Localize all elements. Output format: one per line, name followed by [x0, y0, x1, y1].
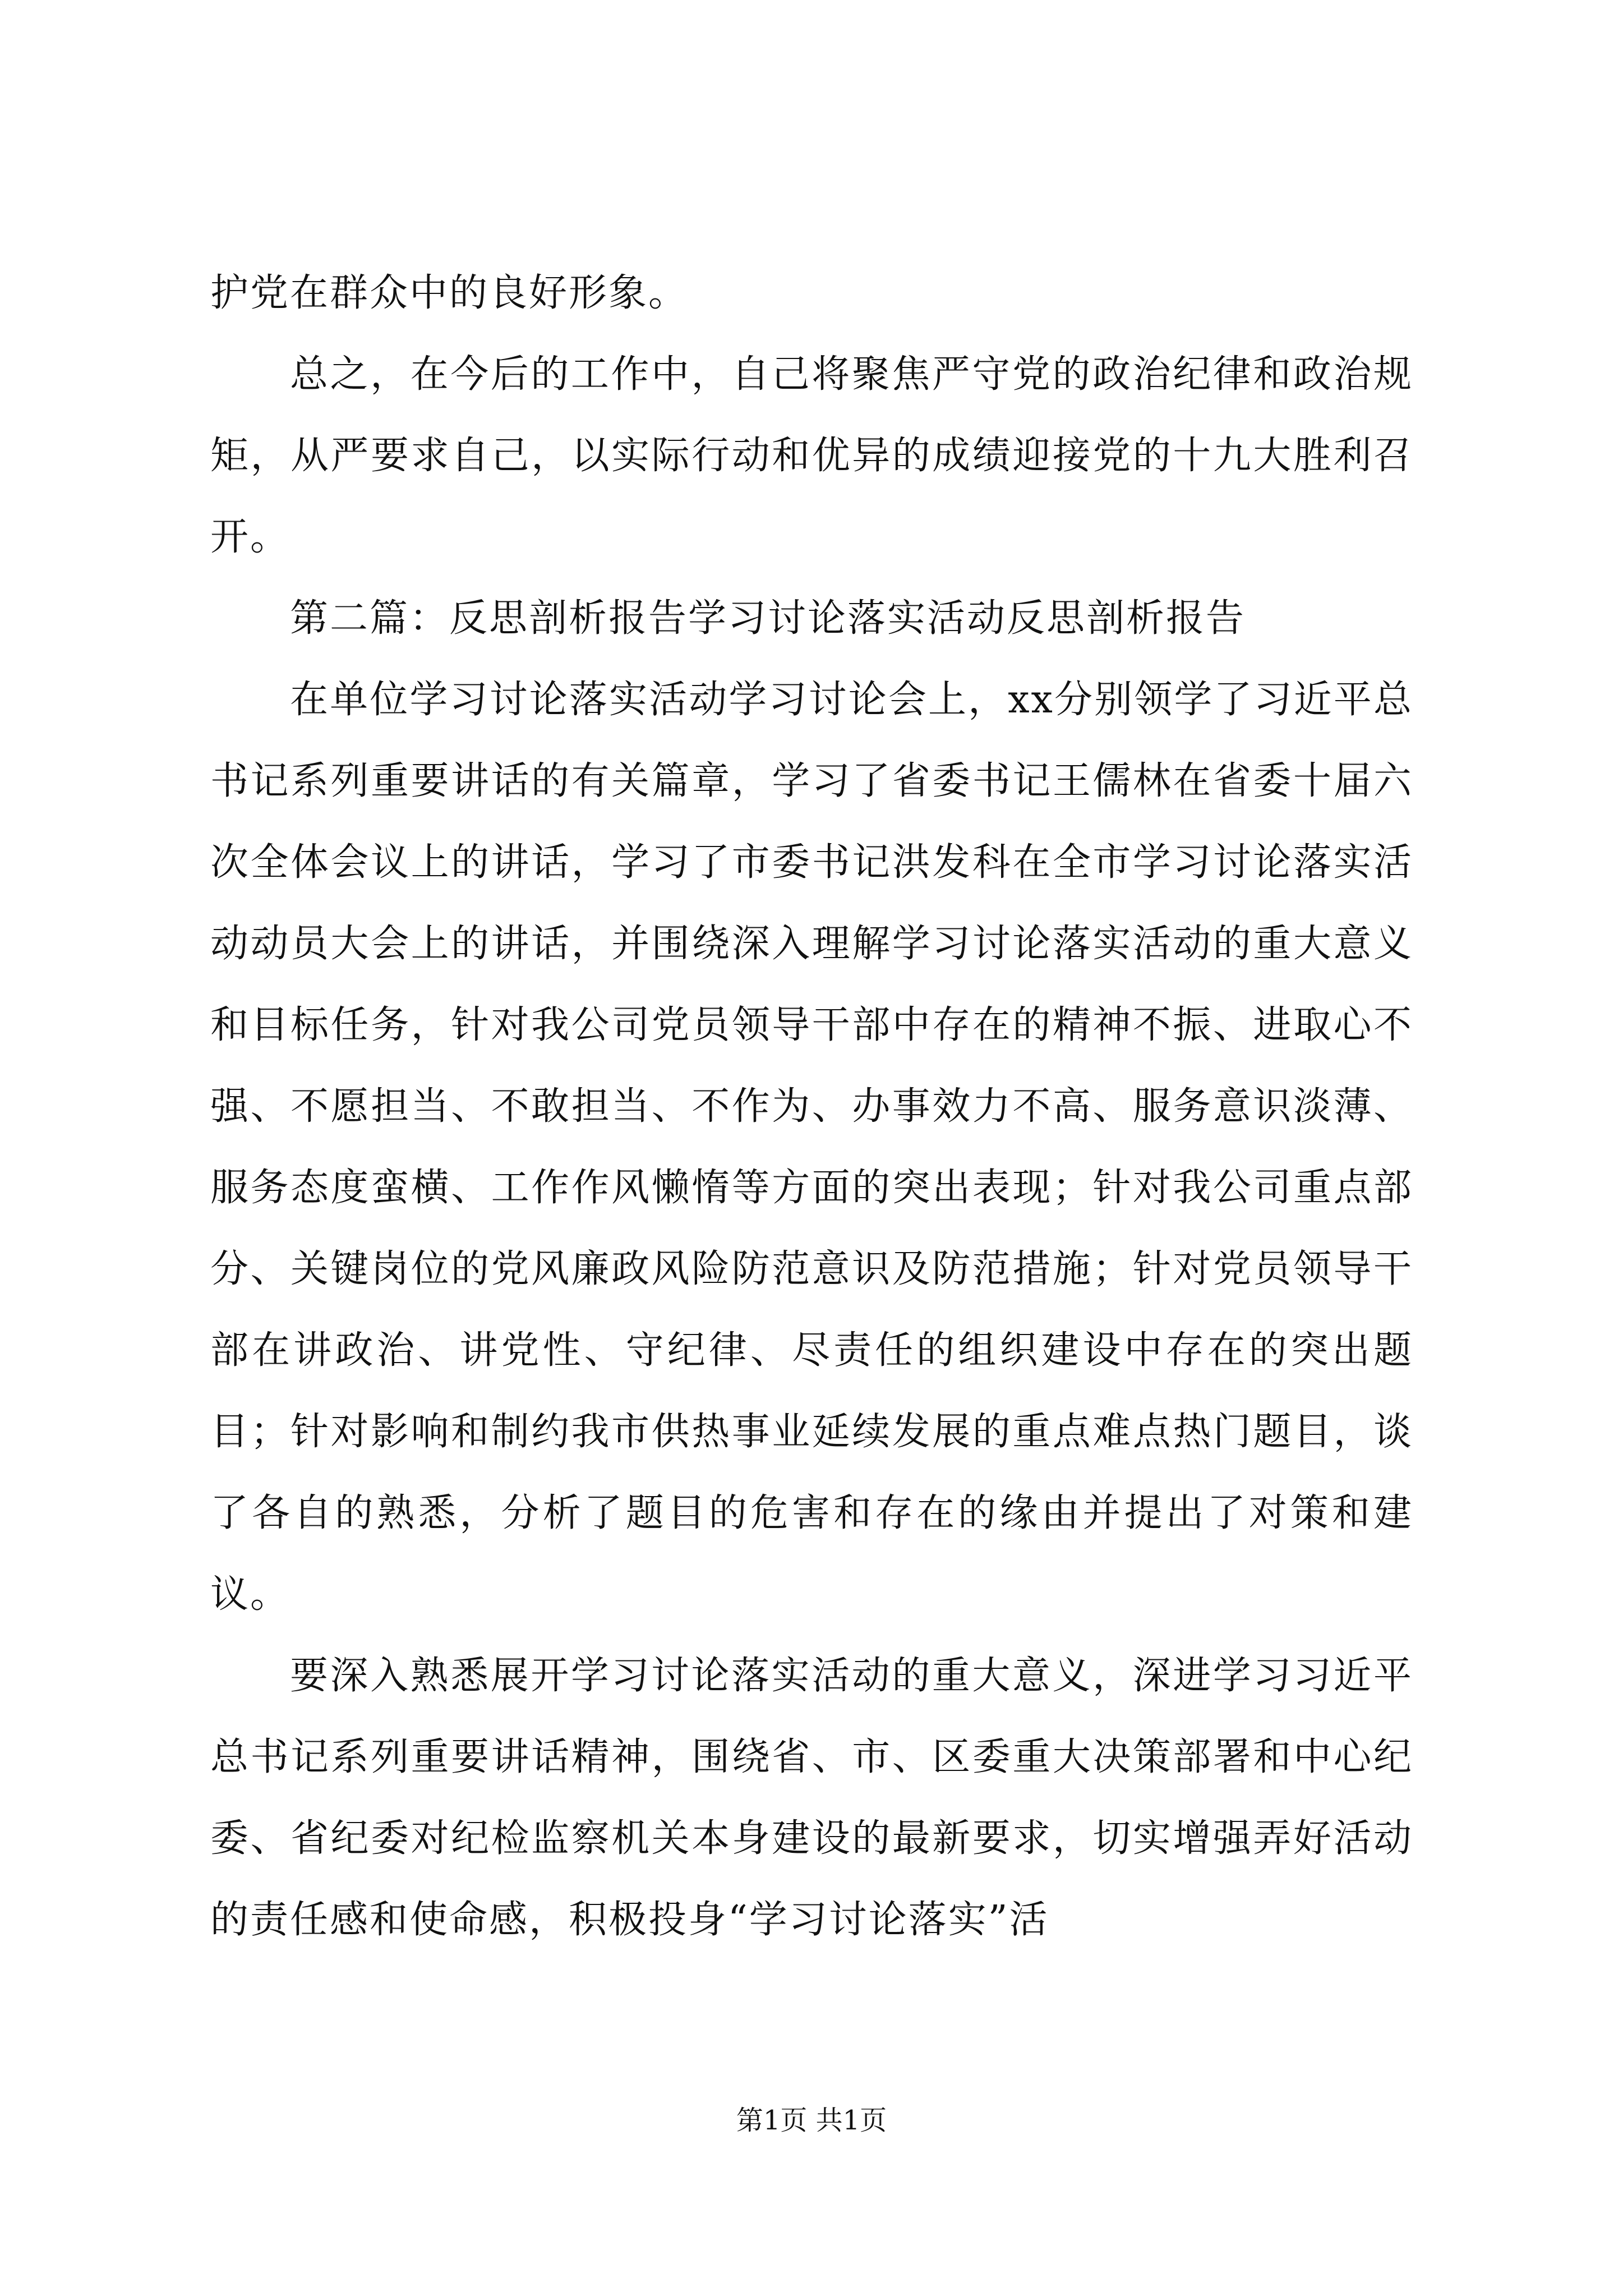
- document-body: [210, 252, 1413, 1961]
- paragraph-3: 在单位学习讨论落实活动学习讨论会上，xx分别领学了习近平总书记系列重要讲话的有关篇章，学习了省委书记王儒林在省委十届六次全体会议上的讲话，学习了市委书记洪发科在全市学习讨论落实活动动员大会上的讲话，并围绕深入理解学习讨论落实活动的重大意义和目标任务，针对我公司党员领导干部中存在的精神不振、进取心不强、不愿担当、不敢担当、不作为、办事效力不高、服务意识淡薄、服务态度蛮横、工作作风懒惰等方面的突出表现；针对我公司重点部分、关键岗位的党风廉政风险防范意识及防范措施；针对党员领导干部在讲政治、讲党性、守纪律、尽责任的组织建设中存在的突出题目；针对影响和制约我市供热事业延续发展的重点难点热门题目，谈了各自的熟悉，分析了题目的危害和存在的缘由并提出了对策和建议。: [210, 678, 1413, 1617]
- paragraph-4: 要深入熟悉展开学习讨论落实活动的重大意义，深进学习习近平总书记系列重要讲话精神，围绕省、市、区委重大决策部署和中心纪委、省纪委对纪检监察机关本身建设的最新要求，切实增强弄好活动的责任感和使命感，积极投身“学习讨论落实”活: [210, 1654, 1413, 1942]
- section-heading: 第二篇：反思剖析报告学习讨论落实活动反思剖析报告: [290, 596, 1246, 641]
- paragraph-1: 护党在群众中的良好形象。: [210, 271, 689, 315]
- paragraph-2: 总之，在今后的工作中，自己将聚焦严守党的政治纪律和政治规矩，从严要求自己，以实际行动和优异的成绩迎接党的十九大胜利召开。: [210, 352, 1413, 559]
- page-footer: 第1页 共1页: [736, 2105, 887, 2136]
